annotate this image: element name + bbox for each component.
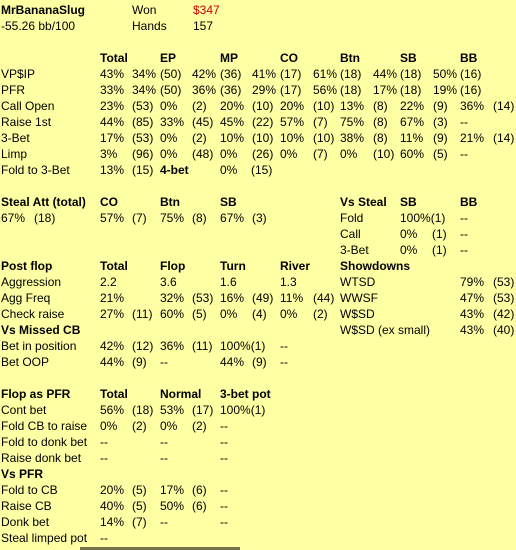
preflop-row-label: PFR: [1, 83, 25, 97]
preflop-cell: 21%: [460, 131, 485, 145]
flop-pfr-cell: (2): [132, 419, 147, 433]
preflop-cell: 19%: [433, 83, 458, 97]
flop-pfr-header-normal: Normal: [160, 387, 202, 401]
preflop-cell: (7): [313, 115, 328, 129]
preflop-cell: 17%: [373, 83, 398, 97]
preflop-cell: --: [460, 115, 468, 129]
preflop-cell: 0%: [160, 131, 178, 145]
vs-steal-title: Vs Steal: [340, 195, 387, 209]
flop-pfr-header-3bet: 3-bet pot: [220, 387, 271, 401]
preflop-cell: 0%: [220, 147, 238, 161]
steal-header-btn: Btn: [160, 195, 180, 209]
missed-cb-row-label: Bet in position: [1, 339, 77, 353]
postflop-cell: 1.3: [280, 275, 297, 289]
missed-cb-cell: (12): [132, 339, 154, 353]
postflop-cell: 60%: [160, 307, 185, 321]
vs-pfr-row-label: Fold to CB: [1, 483, 58, 497]
preflop-cell: (10): [252, 99, 274, 113]
col-header-ep: EP: [160, 51, 177, 65]
hands-value: 157: [193, 19, 214, 33]
vs-pfr-cell: 14%: [100, 515, 125, 529]
vs-pfr-row-label: Donk bet: [1, 515, 50, 529]
showdown-count: (42): [493, 307, 515, 321]
vs-pfr-cell: (7): [132, 515, 147, 529]
postflop-cell: (11): [132, 307, 153, 321]
col-header-sb: SB: [400, 51, 417, 65]
missed-cb-cell: (11): [192, 339, 213, 353]
vs-pfr-cell: (5): [132, 499, 147, 513]
flop-pfr-cell: 56%: [100, 403, 125, 417]
preflop-cell: (3): [433, 115, 448, 129]
preflop-cell: 34%: [132, 67, 157, 81]
preflop-cell: 11%: [400, 131, 424, 145]
preflop-cell: (26): [252, 147, 274, 161]
preflop-cell: 10%: [280, 131, 305, 145]
steal-co-count: (7): [132, 211, 147, 225]
preflop-cell: (9): [433, 131, 448, 145]
flop-pfr-cell: --: [220, 435, 228, 449]
vs-steal-header-sb: SB: [400, 195, 417, 209]
preflop-cell: (50): [160, 67, 182, 81]
vs-steal-call-sb: 0%: [400, 227, 418, 241]
postflop-cell: 11%: [280, 291, 304, 305]
vs-steal-3bet-label: 3-Bet: [340, 243, 369, 257]
preflop-cell: (10): [252, 131, 274, 145]
preflop-cell: (2): [192, 99, 207, 113]
missed-cb-cell: --: [280, 339, 288, 353]
preflop-cell: 34%: [132, 83, 157, 97]
postflop-header-turn: Turn: [220, 259, 246, 273]
preflop-cell: (17): [280, 67, 302, 81]
postflop-cell: 32%: [160, 291, 185, 305]
hands-label: Hands: [132, 19, 167, 33]
vs-pfr-cell: 17%: [160, 483, 185, 497]
preflop-cell: (8): [373, 131, 388, 145]
postflop-cell: (2): [313, 307, 328, 321]
postflop-row-label: Agg Freq: [1, 291, 51, 305]
steal-total-count: (18): [34, 211, 56, 225]
postflop-cell: 2.2: [100, 275, 117, 289]
preflop-cell: 29%: [252, 83, 277, 97]
preflop-row-label: 3-Bet: [1, 131, 30, 145]
preflop-cell: (9): [433, 99, 448, 113]
showdown-label: WWSF: [340, 291, 378, 305]
postflop-cell: (4): [252, 307, 267, 321]
preflop-cell: 41%: [252, 67, 277, 81]
postflop-header-total: Total: [100, 259, 128, 273]
won-value: $347: [193, 3, 220, 17]
postflop-cell: 0%: [280, 307, 298, 321]
vs-steal-3bet-sb: 0%: [400, 243, 418, 257]
preflop-cell: (7): [313, 147, 328, 161]
flop-pfr-cell: --: [160, 435, 168, 449]
showdown-value: 43%: [460, 307, 485, 321]
showdown-count: (53): [493, 291, 515, 305]
flop-pfr-row-label: Fold CB to raise: [1, 419, 88, 433]
steal-sb-value: 67%: [220, 211, 245, 225]
won-label: Won: [132, 3, 157, 17]
preflop-cell: 44%: [100, 115, 125, 129]
vs-steal-header-bb: BB: [460, 195, 478, 209]
preflop-cell: 57%: [280, 115, 305, 129]
steal-total: 67%: [1, 211, 26, 225]
preflop-cell: --: [460, 147, 468, 161]
flop-pfr-cell: 0%: [100, 419, 118, 433]
postflop-row-label: Check raise: [1, 307, 65, 321]
showdown-label: WTSD: [340, 275, 376, 289]
missed-cb-cell: (9): [252, 355, 267, 369]
postflop-cell: (49): [252, 291, 274, 305]
preflop-row-label: Limp: [1, 147, 28, 161]
missed-cb-cell: --: [280, 355, 288, 369]
vs-pfr-cell: (6): [192, 483, 207, 497]
preflop-cell: 43%: [100, 67, 125, 81]
missed-cb-cell: 100%(1): [220, 339, 266, 353]
preflop-cell: (14): [493, 131, 515, 145]
postflop-cell: 21%: [100, 291, 125, 305]
col-header-mp: MP: [220, 51, 238, 65]
preflop-cell: 0%: [340, 147, 358, 161]
preflop-cell: 0%: [280, 147, 298, 161]
preflop-cell: 44%: [373, 67, 398, 81]
vs-pfr-cell: 20%: [100, 483, 125, 497]
missed-cb-cell: 44%: [100, 355, 125, 369]
preflop-cell: 13%: [340, 99, 365, 113]
vs-steal-call-bb: --: [460, 227, 468, 241]
preflop-row-label: Raise 1st: [1, 115, 52, 129]
flop-pfr-cell: --: [220, 419, 228, 433]
preflop-cell: (18): [340, 67, 362, 81]
postflop-cell: 0%: [220, 307, 238, 321]
flop-pfr-cell: (17): [192, 403, 214, 417]
preflop-cell: 0%: [160, 99, 178, 113]
flop-pfr-row-label: Raise donk bet: [1, 451, 82, 465]
preflop-cell: (5): [433, 147, 448, 161]
preflop-cell: (48): [192, 147, 214, 161]
preflop-cell: (53): [132, 131, 154, 145]
vs-steal-fold-sb: 100%(1): [400, 211, 446, 225]
four-bet-label: 4-bet: [160, 163, 189, 177]
flop-pfr-cell: 53%: [160, 403, 185, 417]
preflop-cell: 42%: [192, 67, 217, 81]
preflop-cell: 17%: [100, 131, 125, 145]
showdown-count: (40): [493, 323, 515, 337]
vs-steal-fold-label: Fold: [340, 211, 364, 225]
four-bet-value: 0%: [220, 163, 238, 177]
preflop-cell: 20%: [280, 99, 305, 113]
preflop-cell: (10): [313, 99, 335, 113]
preflop-cell: (10): [373, 147, 395, 161]
bb-rate: -55.26 bb/100: [1, 19, 76, 33]
preflop-row-label: VP$IP: [1, 67, 36, 81]
vs-pfr-title: Vs PFR: [1, 467, 44, 481]
preflop-cell: (8): [373, 99, 388, 113]
vs-pfr-row-label: Raise CB: [1, 499, 52, 513]
preflop-cell: (45): [192, 115, 214, 129]
steal-header-sb: SB: [220, 195, 237, 209]
preflop-cell: 38%: [340, 131, 365, 145]
preflop-row-label: Call Open: [1, 99, 55, 113]
showdown-value: 43%: [460, 323, 485, 337]
missed-cb-row-label: Bet OOP: [1, 355, 50, 369]
vs-pfr-cell: --: [100, 531, 108, 545]
player-name: MrBananaSlug: [1, 3, 86, 17]
steal-header-co: CO: [100, 195, 118, 209]
vs-pfr-row-label: Steal limped pot: [1, 531, 88, 545]
preflop-cell: (17): [280, 83, 302, 97]
flop-pfr-cell: 100%(1): [220, 403, 266, 417]
vs-pfr-cell: (6): [192, 499, 207, 513]
steal-btn-count: (8): [192, 211, 207, 225]
col-header-btn: Btn: [340, 51, 360, 65]
preflop-cell: (50): [160, 83, 182, 97]
preflop-cell: 60%: [400, 147, 425, 161]
vs-pfr-cell: --: [220, 483, 228, 497]
flop-pfr-cell: (18): [132, 403, 154, 417]
preflop-cell: (18): [400, 67, 422, 81]
postflop-row-label: Aggression: [1, 275, 62, 289]
missed-cb-cell: 44%: [220, 355, 245, 369]
flop-pfr-cell: (2): [192, 419, 207, 433]
preflop-cell: (22): [252, 115, 274, 129]
vs-pfr-cell: --: [220, 515, 228, 529]
preflop-cell: 45%: [220, 115, 245, 129]
postflop-title: Post flop: [1, 259, 53, 273]
preflop-cell: (2): [192, 131, 207, 145]
preflop-cell: (36): [220, 67, 242, 81]
missed-cb-cell: 42%: [100, 339, 125, 353]
steal-btn-value: 75%: [160, 211, 185, 225]
postflop-header-river: River: [280, 259, 311, 273]
preflop-cell: (18): [400, 83, 422, 97]
showdown-value: 79%: [460, 275, 485, 289]
preflop-cell: (36): [220, 83, 242, 97]
showdown-value: 47%: [460, 291, 485, 305]
preflop-cell: (96): [132, 147, 154, 161]
preflop-cell: 67%: [400, 115, 425, 129]
preflop-cell: (8): [373, 115, 388, 129]
steal-co-value: 57%: [100, 211, 125, 225]
flop-pfr-cell: 0%: [160, 419, 178, 433]
preflop-cell: 22%: [400, 99, 425, 113]
flop-pfr-row-label: Fold to donk bet: [1, 435, 88, 449]
flop-pfr-title: Flop as PFR: [1, 387, 71, 401]
preflop-cell: (53): [132, 99, 154, 113]
preflop-cell: 0%: [160, 147, 178, 161]
col-header-co: CO: [280, 51, 298, 65]
steal-sb-count: (3): [252, 211, 267, 225]
preflop-cell: 23%: [100, 99, 125, 113]
missed-cb-title: Vs Missed CB: [1, 323, 81, 337]
postflop-cell: (5): [192, 307, 207, 321]
flop-pfr-cell: --: [220, 451, 228, 465]
preflop-cell: 3%: [100, 147, 118, 161]
flop-pfr-cell: --: [100, 435, 108, 449]
flop-pfr-row-label: Cont bet: [1, 403, 47, 417]
preflop-cell: (16): [460, 83, 482, 97]
preflop-cell: (85): [132, 115, 154, 129]
postflop-cell: 27%: [100, 307, 125, 321]
col-header-bb: BB: [460, 51, 478, 65]
postflop-cell: 16%: [220, 291, 245, 305]
showdown-label: W$SD: [340, 307, 375, 321]
col-header-total: Total: [100, 51, 128, 65]
preflop-cell: 10%: [220, 131, 245, 145]
preflop-cell: 33%: [160, 115, 185, 129]
vs-pfr-cell: 40%: [100, 499, 125, 513]
vs-steal-fold-bb: --: [460, 211, 468, 225]
preflop-cell: (15): [132, 163, 154, 177]
postflop-cell: (53): [192, 291, 214, 305]
vs-pfr-cell: (5): [132, 483, 147, 497]
postflop-cell: (44): [313, 291, 335, 305]
vs-pfr-cell: 50%: [160, 499, 185, 513]
preflop-cell: 33%: [100, 83, 125, 97]
preflop-cell: (14): [493, 99, 515, 113]
missed-cb-cell: (9): [132, 355, 147, 369]
vs-steal-call-sb-count: (1): [432, 227, 447, 241]
preflop-cell: 56%: [313, 83, 338, 97]
vs-steal-call-label: Call: [340, 227, 361, 241]
vs-steal-3bet-bb: --: [460, 243, 468, 257]
four-bet-count: (15): [251, 163, 273, 177]
flop-pfr-header-total: Total: [100, 387, 128, 401]
vs-pfr-cell: --: [220, 499, 228, 513]
preflop-cell: 75%: [340, 115, 365, 129]
postflop-header-flop: Flop: [160, 259, 186, 273]
postflop-cell: 3.6: [160, 275, 177, 289]
preflop-cell: 36%: [460, 99, 485, 113]
preflop-cell: 13%: [100, 163, 125, 177]
preflop-cell: 36%: [192, 83, 217, 97]
missed-cb-cell: --: [160, 355, 168, 369]
preflop-cell: 50%: [433, 67, 458, 81]
preflop-cell: (18): [340, 83, 362, 97]
preflop-row-label: Fold to 3-Bet: [1, 163, 70, 177]
showdown-label: W$SD (ex small): [340, 323, 431, 337]
preflop-cell: (16): [460, 67, 482, 81]
showdowns-title: Showdowns: [340, 259, 410, 273]
showdown-count: (53): [493, 275, 515, 289]
flop-pfr-cell: --: [160, 451, 168, 465]
preflop-cell: 20%: [220, 99, 245, 113]
steal-title: Steal Att (total): [1, 195, 86, 209]
preflop-cell: 61%: [313, 67, 338, 81]
preflop-cell: (10): [313, 131, 335, 145]
flop-pfr-cell: --: [100, 451, 108, 465]
vs-pfr-cell: --: [160, 515, 168, 529]
vs-steal-3bet-sb-count: (1): [432, 243, 447, 257]
postflop-cell: 1.6: [220, 275, 237, 289]
missed-cb-cell: 36%: [160, 339, 185, 353]
